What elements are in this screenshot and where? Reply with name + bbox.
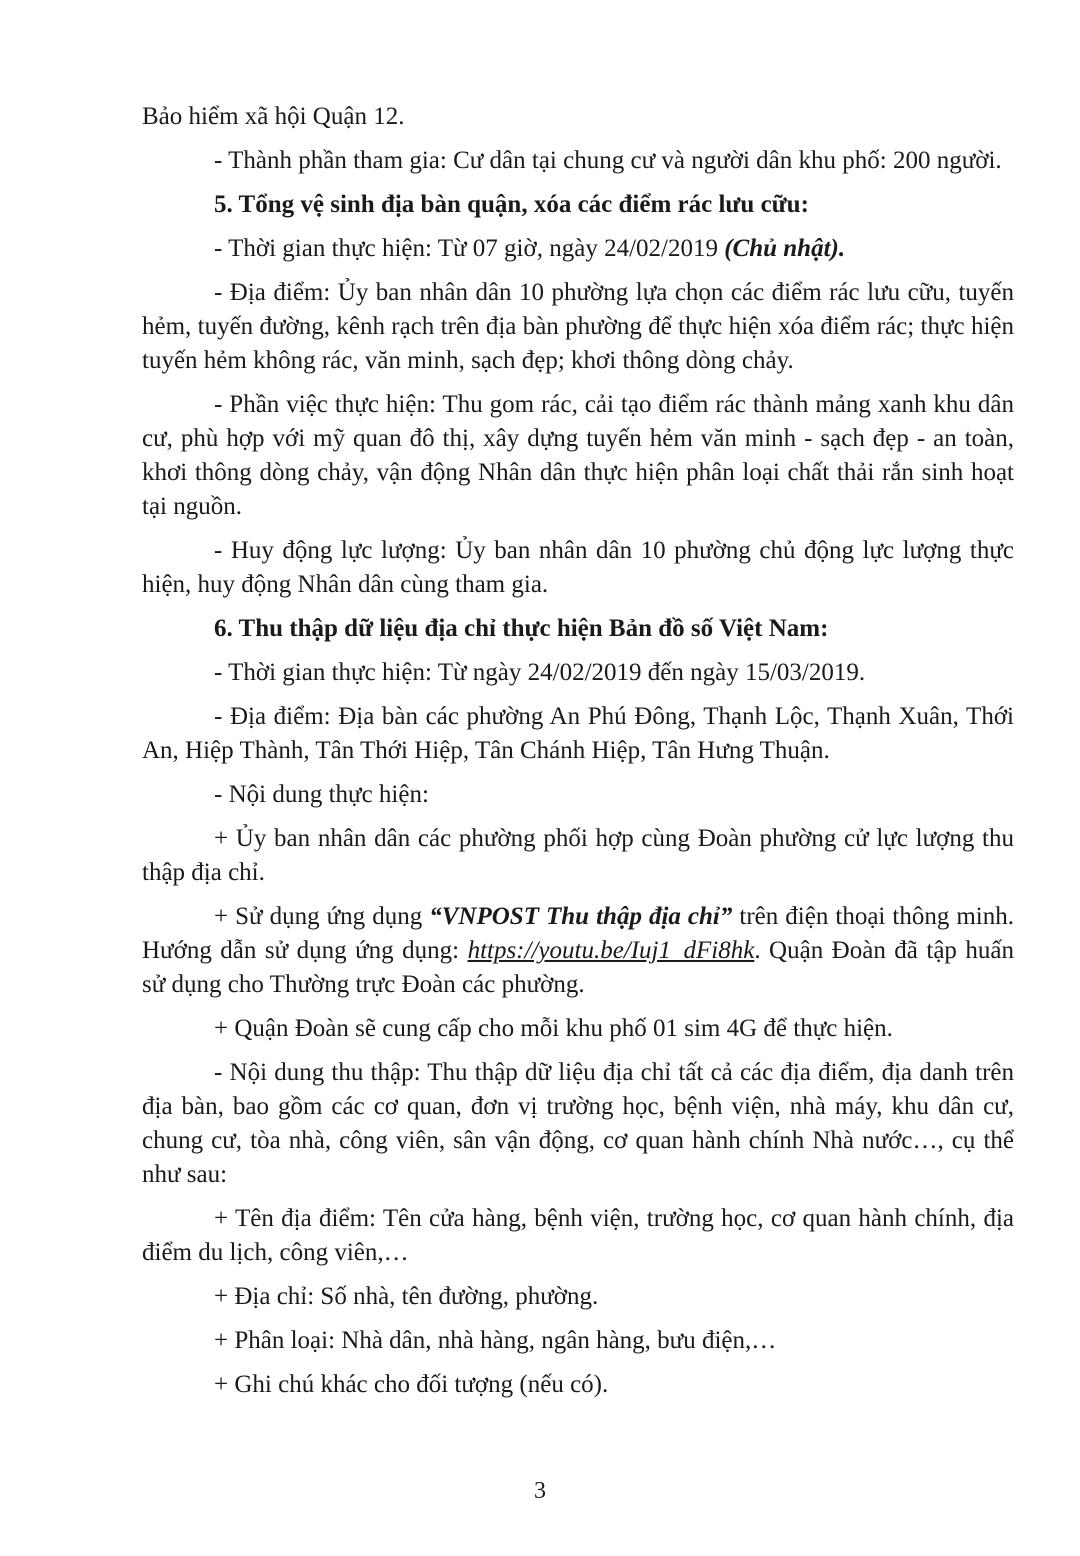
paragraph: + Quận Đoàn sẽ cung cấp cho mỗi khu phố 01 sim 4G để thực hiện. <box>214 1015 893 1042</box>
document-body <box>142 100 1014 1412</box>
paragraph: + Ghi chú khác cho đối tượng (nếu có). <box>214 1371 609 1398</box>
paragraph-text: trên điện thoại thông minh. Hướng dẫn sử dụng ứng dụng: <box>142 903 1014 964</box>
paragraph: - Nội dung thu thập: Thu thập dữ liệu địa chỉ tất cả các địa điểm, địa danh trên địa bàn, bao gồm các cơ quan, đơn vị trường học, bệnh viện, nhà máy, khu dân cư, chung cư, tòa nhà, công viên, sân vận động, cơ quan hành chính Nhà nước…, cụ thể như sau: <box>142 1059 1014 1188</box>
paragraph-text: - Thời gian thực hiện: Từ 07 giờ, ngày 24/02/2019 <box>214 235 725 262</box>
paragraph: + Tên địa điểm: Tên cửa hàng, bệnh viện, trường học, cơ quan hành chính, địa điểm du lịch, công viên,… <box>142 1205 1014 1266</box>
emphasis-text: (Chủ nhật). <box>724 235 846 262</box>
paragraph: + Phân loại: Nhà dân, nhà hàng, ngân hàng, bưu điện,… <box>214 1327 777 1354</box>
paragraph: + Địa chỉ: Số nhà, tên đường, phường. <box>214 1283 599 1310</box>
section-heading: 6. Thu thập dữ liệu địa chỉ thực hiện Bản đồ số Việt Nam: <box>214 615 829 642</box>
paragraph-text: . Quận Đoàn đã tập huấn sử dụng cho Thường trực Đoàn các phường. <box>142 937 1014 998</box>
app-name: “VNPOST Thu thập địa chỉ” <box>429 903 733 930</box>
paragraph: - Địa điểm: Ủy ban nhân dân 10 phường lựa chọn các điểm rác lưu cữu, tuyến hẻm, tuyến đường, kênh rạch trên địa bàn phường để thực hiện xóa điểm rác; thực hiện tuyến hẻm không rác, văn minh, sạch đẹp; khơi thông dòng chảy. <box>142 279 1014 374</box>
paragraph: - Phần việc thực hiện: Thu gom rác, cải tạo điểm rác thành mảng xanh khu dân cư, phù hợp với mỹ quan đô thị, xây dựng tuyến hẻm văn minh - sạch đẹp - an toàn, khơi thông dòng chảy, vận động Nhân dân thực hiện phân loại chất thải rắn sinh hoạt tại nguồn. <box>142 391 1014 520</box>
page-number: 3 <box>534 1478 546 1504</box>
paragraph <box>142 232 1014 266</box>
paragraph: - Thời gian thực hiện: Từ ngày 24/02/2019 đến ngày 15/03/2019. <box>214 659 866 686</box>
paragraph: Bảo hiểm xã hội Quận 12. <box>142 103 405 130</box>
tutorial-link[interactable]: https://youtu.be/Iuj1_dFi8hk <box>467 937 755 964</box>
paragraph: - Nội dung thực hiện: <box>214 781 429 808</box>
paragraph: - Huy động lực lượng: Ủy ban nhân dân 10 phường chủ động lực lượng thực hiện, huy động Nhân dân cùng tham gia. <box>142 537 1014 598</box>
paragraph: - Thành phần tham gia: Cư dân tại chung cư và người dân khu phố: 200 người. <box>214 147 1002 174</box>
paragraph: - Địa điểm: Địa bàn các phường An Phú Đông, Thạnh Lộc, Thạnh Xuân, Thới An, Hiệp Thành, Tân Thới Hiệp, Tân Chánh Hiệp, Tân Hưng Thuận. <box>142 703 1014 764</box>
paragraph <box>142 900 1014 1002</box>
paragraph: + Ủy ban nhân dân các phường phối hợp cùng Đoàn phường cử lực lượng thu thập địa chỉ. <box>142 825 1014 886</box>
paragraph-text: + Sử dụng ứng dụng <box>214 903 430 930</box>
section-heading: 5. Tổng vệ sinh địa bàn quận, xóa các điểm rác lưu cữu: <box>214 191 809 218</box>
